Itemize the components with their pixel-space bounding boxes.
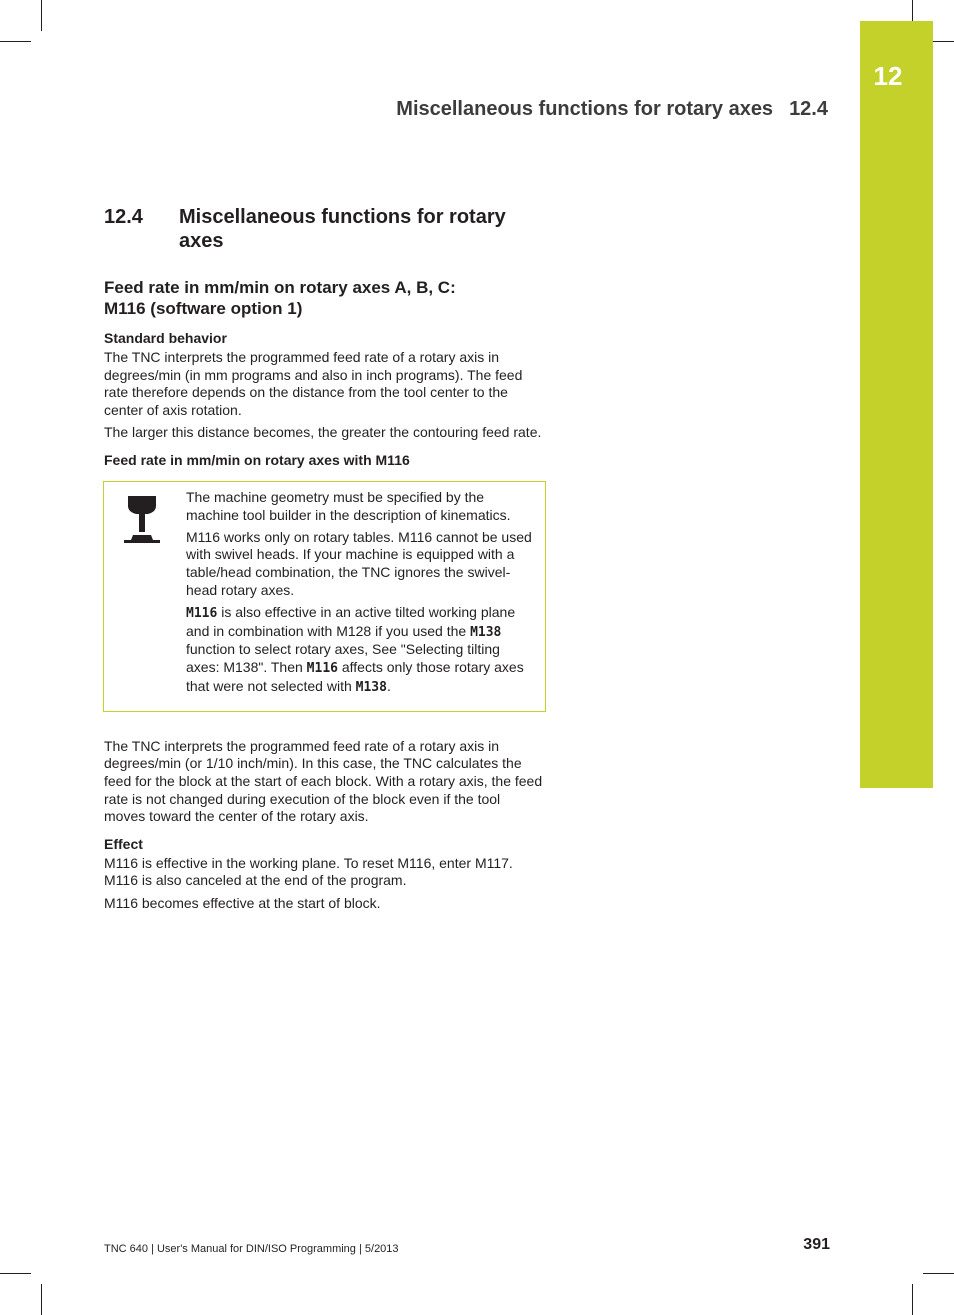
code-m138: M138 [355,679,387,695]
effect-paragraph-1: M116 is effective in the working plane. To reset M116, enter M117. M116 is also canceled at the end of the program. [104,854,513,889]
standard-behavior-heading: Standard behavior [104,330,227,346]
crop-mark [923,1273,954,1274]
crop-mark [41,0,42,31]
page-content [104,205,544,917]
crop-mark [0,1273,31,1274]
effect-paragraph-2: M116 becomes effective at the start of block. [104,894,381,911]
running-header [396,98,828,121]
crop-mark [0,41,31,42]
m116-feed-heading: Feed rate in mm/min on rotary axes with M116 [104,451,410,468]
note-text: is also effective in an active tilted working plane and in combination with M128 if you used the [186,603,516,639]
note-text: affects only those rotary axes that were not selected with [186,659,524,694]
footer-text: TNC 640 | User's Manual for DIN/ISO Programming | 5/2013 [104,1243,399,1255]
section-title-text: Miscellaneous functions for rotary axes [179,206,506,252]
note-box [103,481,546,712]
running-header-section: 12.4 [789,98,828,120]
note-text: function to select rotary axes, See "Selecting tilting axes: M138". Then [186,641,500,676]
subsection-title-line2: M116 (software option 1) [104,299,303,318]
subsection-title-line1: Feed rate in mm/min on rotary axes A, B, C: [104,278,456,297]
code-m138: M138 [470,624,502,640]
note-paragraph-2: M116 works only on rotary tables. M116 cannot be used with swivel heads. If your machine is equipped with a table/head combination, the TNC ignores the swivel-head rotary axes. [186,528,532,598]
chapter-tab [860,21,933,788]
note-paragraph-3 [186,604,535,697]
crop-mark [41,1284,42,1315]
running-header-title: Miscellaneous functions for rotary axes [396,98,774,120]
machine-tool-icon [124,492,160,546]
note-text: . [386,677,391,694]
m116-description-paragraph: The TNC interprets the programmed feed rate of a rotary axis in degrees/min (or 1/10 inch/min). In this case, the TNC calculates the feed for the block at the start of each block. With a rotary axis, the feed rate is not changed during execution of the block even if the tool moves toward the center of the rotary axis. [104,737,543,825]
code-m116: M116 [306,661,338,677]
subsection-title [104,277,544,319]
note-paragraph-1: The machine geometry must be specified by the machine tool builder in the description of kinematics. [186,488,511,523]
standard-behavior-paragraph-1: The TNC interprets the programmed feed rate of a rotary axis in degrees/min (in mm programs and also in inch programs). The feed rate therefore depends on the distance from the tool center to the center of axis rotation. [104,349,523,418]
effect-heading: Effect [104,835,143,852]
code-m116: M116 [186,605,218,621]
crop-mark [912,0,913,21]
page-number: 391 [803,1236,830,1253]
section-title [104,205,544,253]
crop-mark [912,1284,913,1315]
chapter-number: 12 [873,61,903,91]
section-number: 12.4 [104,206,143,228]
standard-behavior-paragraph-2: The larger this distance becomes, the greater the contouring feed rate. [104,424,542,441]
